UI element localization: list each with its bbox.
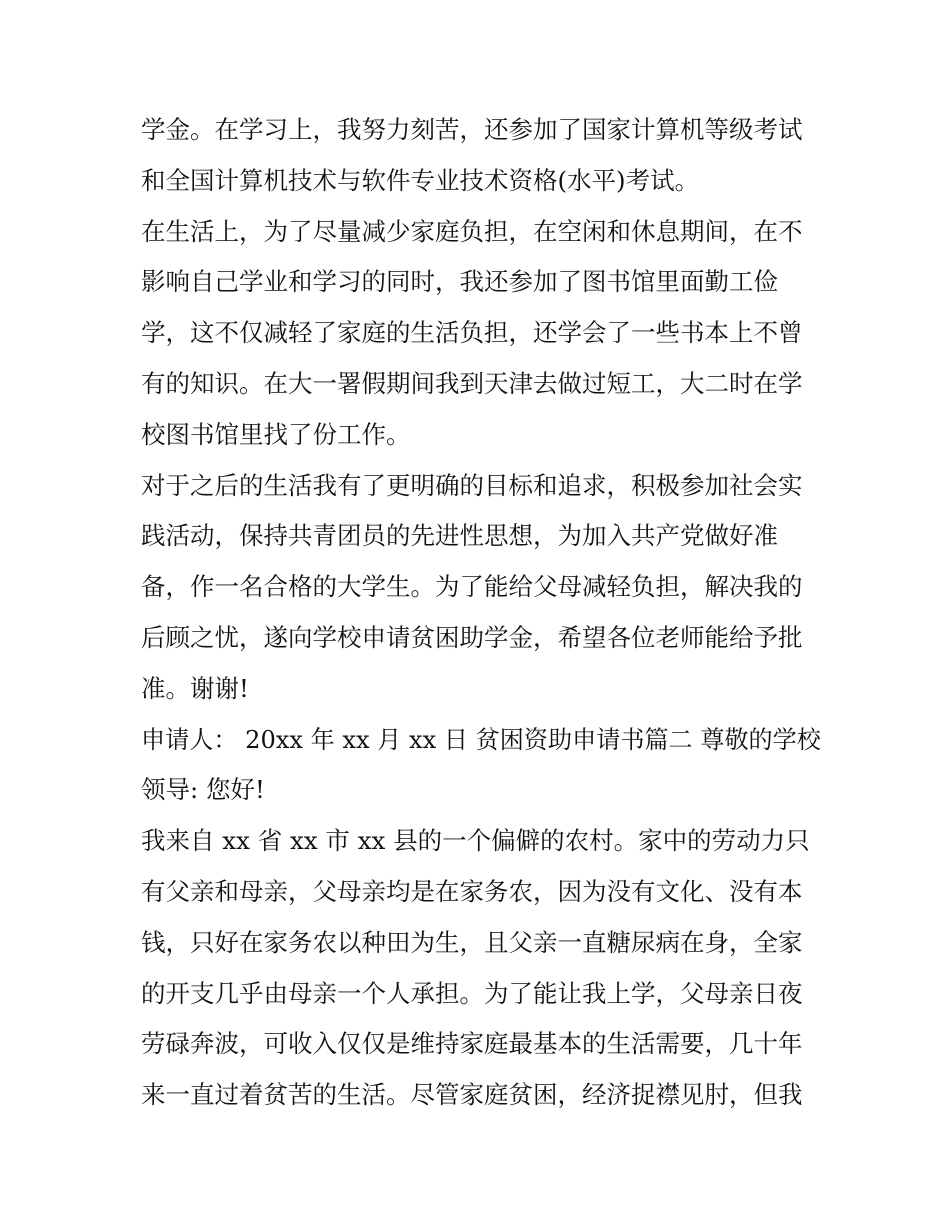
text-line: 我来自 xx 省 xx 市 xx 县的一个偏僻的农村。家中的劳动力只 (141, 826, 810, 856)
text-line: 和全国计算机技术与软件专业技术资格(水平)考试。 (141, 165, 700, 195)
text-line: 校图书馆里找了份工作。 (141, 419, 411, 449)
text-line: 学金。在学习上，我努力刻苦，还参加了国家计算机等级考试 (141, 115, 803, 144)
text-line: 领导: 您好! (141, 775, 265, 805)
document-body (141, 105, 821, 1121)
text-line: 钱，只好在家务农以种田为生，且父亲一直糖尿病在身，全家 (141, 927, 803, 957)
text-line: 有的知识。在大一署假期间我到天津去做过短工，大二时在学 (141, 368, 803, 398)
text-line: 来一直过着贫苦的生活。尽管家庭贫困，经济捉襟见肘，但我 (141, 1080, 803, 1110)
text-line: 的开支几乎由母亲一个人承担。为了能让我上学，父母亲日夜 (141, 978, 803, 1008)
text-line: 后顾之忧，遂向学校申请贫困助学金，希望各位老师能给予批 (141, 622, 803, 652)
text-line: 准。谢谢! (141, 673, 249, 703)
text-line: 有父亲和母亲，父母亲均是在家务农，因为没有文化、没有本 (141, 876, 803, 906)
text-line: 备，作一名合格的大学生。为了能给父母减轻负担，解决我的 (141, 572, 803, 602)
text-line: 劳碌奔波，可收入仅仅是维持家庭最基本的生活需要，几十年 (141, 1029, 803, 1059)
text-line: 影响自己学业和学习的同时，我还参加了图书馆里面勤工俭 (141, 267, 778, 297)
text-line: 践活动，保持共青团员的先进性思想，为加入共产党做好准 (141, 521, 778, 551)
text-line: 在生活上，为了尽量减少家庭负担，在空闲和休息期间，在不 (141, 216, 803, 246)
text-line: 申请人： 20xx 年 xx 月 xx 日 贫困资助申请书篇二 尊敬的学校 (141, 724, 821, 754)
text-line: 对于之后的生活我有了更明确的目标和追求，积极参加社会实 (141, 470, 803, 500)
text-line: 学，这不仅减轻了家庭的生活负担，还学会了一些书本上不曾 (141, 318, 803, 348)
